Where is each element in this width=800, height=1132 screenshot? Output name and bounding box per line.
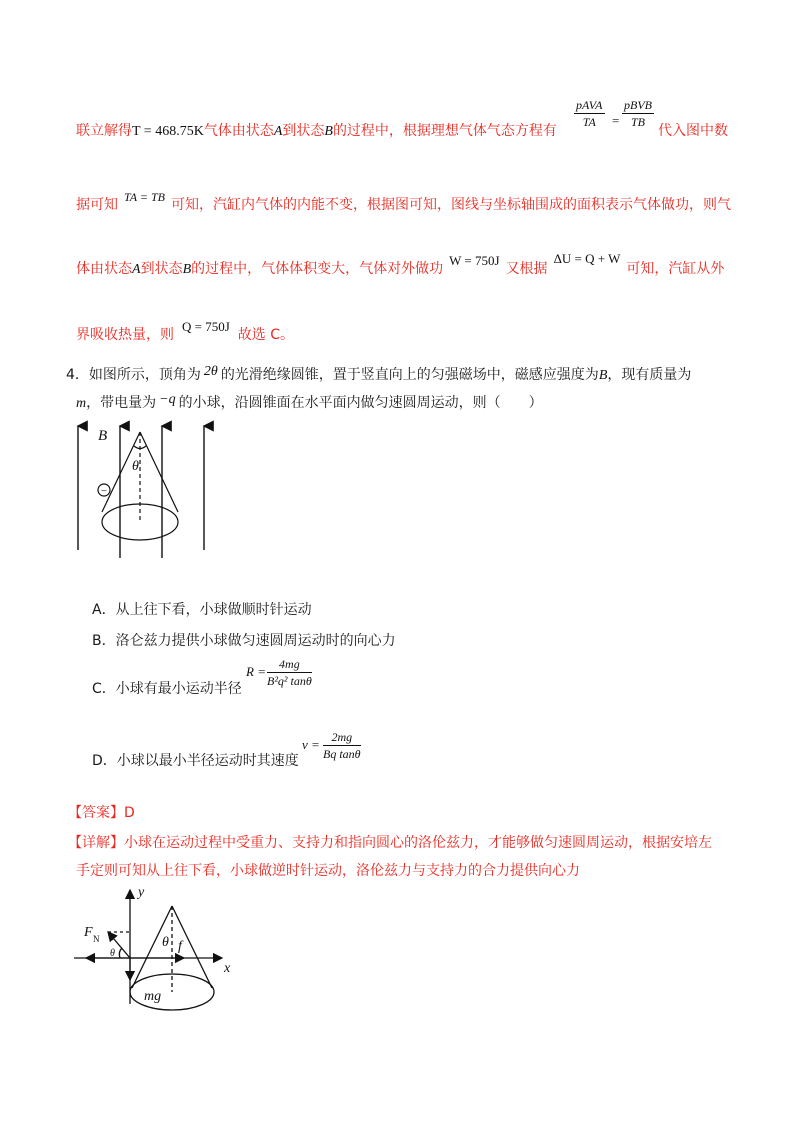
cone-shape [102,432,178,540]
solution-line-1 [76,120,557,140]
option-c-fraction [267,656,312,689]
gas-law-left-fraction [574,97,605,130]
question-text: 的小球，沿圆锥面在水平面内做匀速圆周运动，则（ ） [178,395,543,411]
detail-tag: 【详解】 [68,835,124,851]
solution-line-4 [76,319,295,344]
detail-text: 小球在运动过程中受重力、支持力和指向圆心的洛伦兹力，才能够做匀速圆周运动，根据安培左 [124,835,712,851]
force-diagram [72,884,242,1019]
solution-text: 据可知 [76,197,118,213]
option-c-lhs: R = [246,664,266,679]
solution-text: 故选 C。 [237,327,295,343]
force-theta-label: θ [110,948,115,959]
option-d-lhs: v = [302,737,320,752]
detail-line-1 [68,832,712,852]
state-a: A [132,262,141,277]
theta-label: θ [132,459,139,474]
solution-text: 的过程中，根据理想气体气态方程有 [332,123,557,139]
solution-text: 界吸收热量，则 [76,327,174,343]
field-symbol: B [598,368,608,383]
angle-arc [119,948,122,958]
solution-line-3 [76,251,725,278]
fraction-denominator: TB [630,115,645,129]
state-b: B [324,124,333,139]
question-text: 如图所示，顶角为 [88,367,201,383]
detail-text: 手定则可知从上往下看，小球做逆时针运动，洛伦兹力与支持力的合力提供向心力 [76,863,580,879]
option-d [92,750,299,770]
fraction-numerator: 4mg [267,656,312,673]
question-number: 4． [66,367,89,383]
gravity-label: mg [144,989,162,1004]
field-lines [78,426,204,558]
option-label: C． [92,681,116,697]
fraction-numerator: pBVB [624,98,652,112]
option-label: B． [92,633,116,649]
option-text: 从上往下看，小球做顺时针运动 [115,602,312,618]
answer-tag: 【答案】 [68,805,124,821]
temperature-equation: T = 468.75K [132,124,204,139]
cone-field-figure [70,418,220,568]
fraction-numerator: pAVA [576,98,603,112]
option-b [92,630,396,650]
detail-line-2 [76,860,580,880]
fraction-denominator: B²q² tanθ [267,674,312,688]
answer-line [68,802,135,822]
apex-angle: 2θ [203,364,218,379]
fraction-denominator: TA [582,115,596,129]
question-line-2 [76,392,543,412]
solution-text: 联立解得 [76,123,132,139]
option-label: D． [92,753,117,769]
question-text: 的光滑绝缘圆锥，置于竖直向上的匀强磁场中，磁感应强度为 [220,367,599,383]
fraction-numerator: 2mg [323,729,361,746]
solution-line-2 [76,190,731,214]
ball-charge-sign: − [100,485,108,497]
x-axis-label: x [224,961,231,976]
solution-line-1-end: 代入图中数 [658,123,728,139]
mass-symbol: m [76,396,87,411]
question-line-1 [66,364,691,384]
question-text: ，带电量为 [86,395,157,411]
solution-text: 到状态 [282,123,325,139]
normal-force-subscript: N [93,934,100,944]
option-c [92,678,242,698]
option-d-fraction [323,729,361,762]
solution-text: 体由状态 [76,261,132,277]
y-axis-label: y [138,885,145,900]
fraction-denominator: Bq tanθ [323,747,361,761]
normal-force-label: F [84,925,93,940]
cone-right-edge [140,432,178,512]
first-law-equation: ΔU = Q + W [553,251,621,266]
state-a: A [273,124,283,139]
solution-text: 可知，汽缸从外 [626,261,725,277]
charge-symbol: −q [159,392,176,407]
option-a [92,599,312,619]
solution-text: 可知，汽缸内气体的内能不变，根据图可知，图线与坐标轴围成的面积表示气体做功，则气 [171,197,731,213]
question-text: ，现有质量为 [607,367,692,383]
lorentz-force-label: f [178,939,182,954]
b-label: B [98,428,108,444]
state-b: B [182,262,192,277]
work-equation: W = 750J [449,253,500,268]
option-label: A． [92,602,116,618]
solution-text: 又根据 [505,261,548,277]
gas-law-equals: = [612,113,620,128]
option-text: 小球以最小半径运动时其速度 [116,753,299,769]
heat-equation: Q = 750J [182,319,230,334]
cone-theta-label: θ [162,935,169,950]
solution-text: 的过程中，气体体积变大，气体对外做功 [191,261,444,277]
gas-law-right-fraction [622,97,654,130]
option-text: 小球有最小运动半径 [115,681,242,697]
option-text: 洛仑兹力提供小球做匀速圆周运动时的向心力 [115,633,396,649]
answer-value: D [124,805,135,821]
solution-text: 到状态 [140,261,183,277]
solution-text: 气体由状态 [203,123,274,139]
temperature-equality: TA = TB [124,190,165,204]
